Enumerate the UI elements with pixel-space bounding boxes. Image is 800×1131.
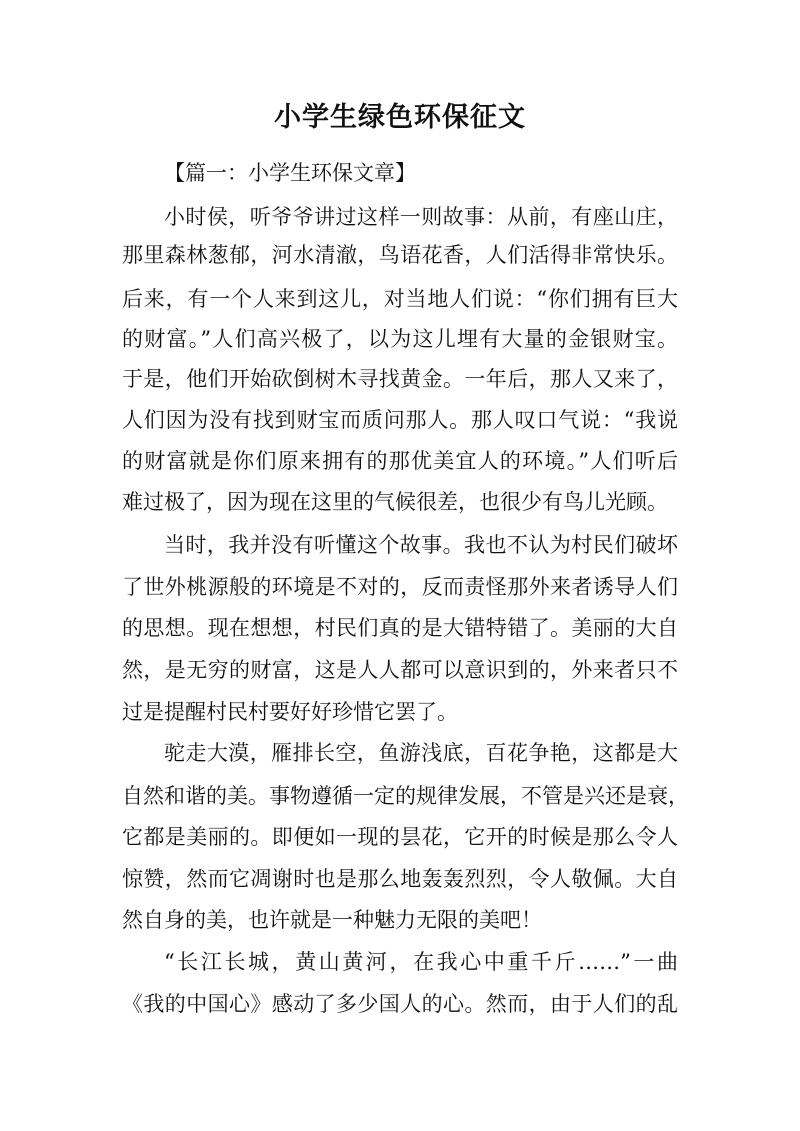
paragraph-line: “长江长城，黄山黄河，在我心中重千斤……”一曲 bbox=[164, 950, 678, 974]
paragraph-line: 的财富。”人们高兴极了，以为这儿埋有大量的金银财宝。 bbox=[122, 327, 678, 351]
paragraph-line: 后来，有一个人来到这儿，对当地人们说：“你们拥有巨大 bbox=[122, 287, 678, 311]
paragraph-line: 了世外桃源般的环境是不对的，反而责怪那外来者诱导人们 bbox=[122, 575, 678, 599]
document-title: 小学生绿色环保征文 bbox=[274, 102, 526, 133]
paragraph-line: 然，是无穷的财富，这是人人都可以意识到的，外来者只不 bbox=[122, 658, 678, 682]
section-heading: 【篇一：小学生环保文章】 bbox=[164, 161, 416, 185]
paragraph-line: 那里森林葱郁，河水清澈，鸟语花香，人们活得非常快乐。 bbox=[122, 243, 678, 267]
paragraph-line: 它都是美丽的。即便如一现的昙花，它开的时候是那么令人 bbox=[122, 825, 678, 849]
paragraph-line: 于是，他们开始砍倒树木寻找黄金。一年后，那人又来了， bbox=[122, 367, 678, 391]
paragraph-line: 人们因为没有找到财宝而质问那人。那人叹口气说：“我说 bbox=[122, 408, 678, 432]
paragraph-line: 《我的中国心》感动了多少国人的心。然而，由于人们的乱 bbox=[122, 992, 678, 1016]
paragraph-line: 的财富就是你们原来拥有的那优美宜人的环境。”人们听后 bbox=[122, 449, 678, 473]
paragraph-line: 惊赞，然而它凋谢时也是那么地轰轰烈烈，令人敬佩。大自 bbox=[122, 867, 678, 891]
paragraph-line: 然自身的美，也许就是一种魅力无限的美吧！ bbox=[122, 908, 542, 932]
paragraph-line: 小时侯，听爷爷讲过这样一则故事：从前，有座山庄， bbox=[164, 205, 678, 229]
paragraph-line: 当时，我并没有听懂这个故事。我也不认为村民们破坏 bbox=[164, 533, 678, 557]
paragraph-line: 自然和谐的美。事物遵循一定的规律发展，不管是兴还是衰， bbox=[122, 784, 689, 808]
paragraph-line: 过是提醒村民村要好好珍惜它罢了。 bbox=[122, 700, 458, 724]
paragraph-line: 的思想。现在想想，村民们真的是大错特错了。美丽的大自 bbox=[122, 616, 678, 640]
paragraph-line: 驼走大漠，雁排长空，鱼游浅底，百花争艳，这都是大 bbox=[164, 741, 678, 765]
paragraph-line: 难过极了，因为现在这里的气候很差，也很少有鸟儿光顾。 bbox=[122, 490, 668, 514]
